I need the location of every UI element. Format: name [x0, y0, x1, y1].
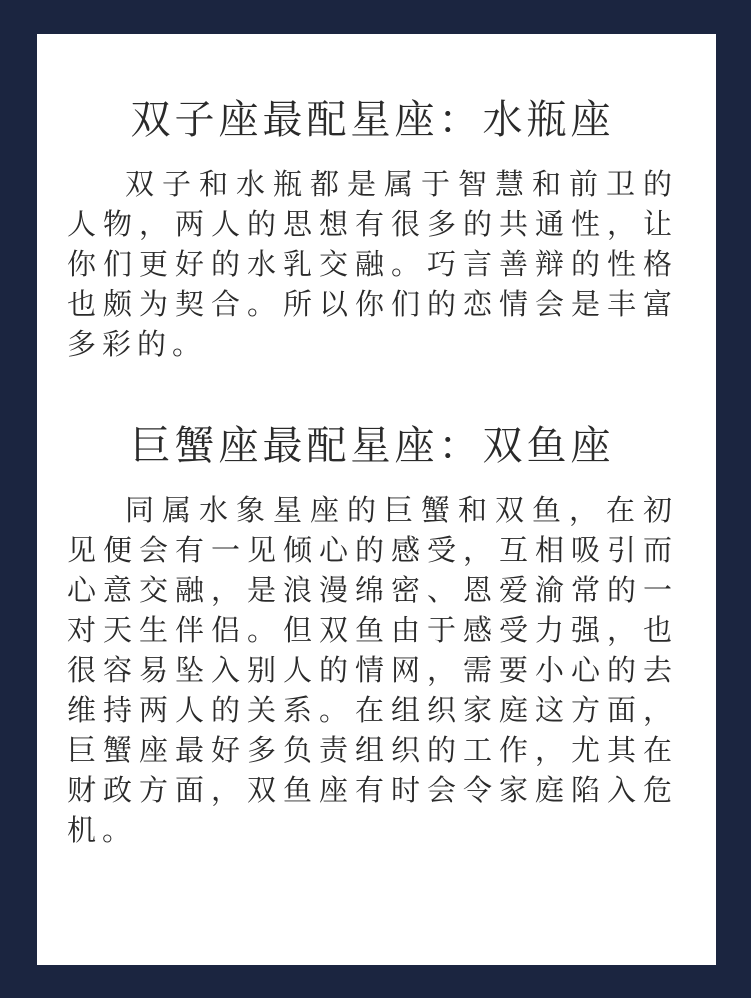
section-cancer	[67, 418, 678, 850]
content-card	[37, 34, 716, 965]
section-paragraph: 双子和水瓶都是属于智慧和前卫的人物，两人的思想有很多的共通性，让你们更好的水乳交融。巧言善辩的性格也颇为契合。所以你们的恋情会是丰富多彩的。	[67, 167, 678, 361]
section-paragraph: 同属水象星座的巨蟹和双鱼，在初见便会有一见倾心的感受，互相吸引而心意交融，是浪漫绵密、恩爱渝常的一对天生伴侣。但双鱼由于感受力强，也很容易坠入别人的情网，需要小心的去维持两人的关系。在组织家庭这方面，巨蟹座最好多负责组织的工作，尤其在财政方面，双鱼座有时会令家庭陷入危机。	[67, 493, 678, 847]
section-gemini	[67, 92, 678, 364]
section-heading: 双子座最配星座：水瓶座	[130, 97, 615, 143]
section-heading: 巨蟹座最配星座：双鱼座	[130, 423, 615, 469]
